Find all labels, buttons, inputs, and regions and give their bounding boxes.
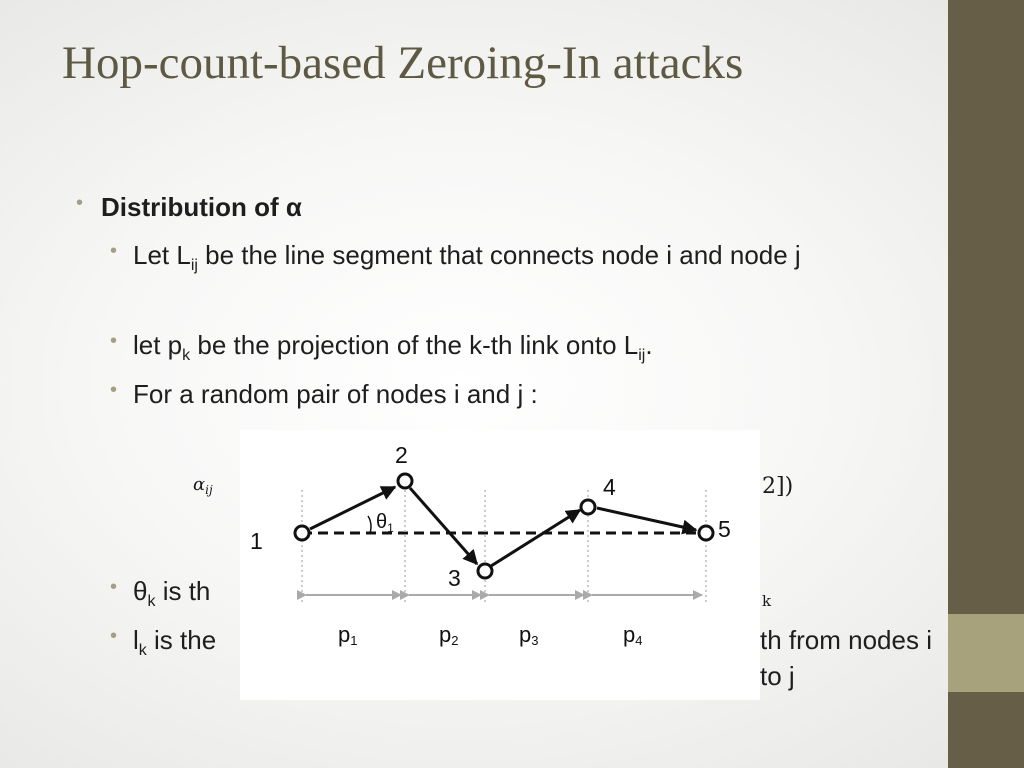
bullet-projection: let $p_k$ be the projection of the k-th link onto $L_{ij}$. <box>133 330 653 364</box>
node-label-1: 1 <box>250 528 263 554</box>
node-2 <box>398 474 412 488</box>
node-label-2: 2 <box>395 442 408 468</box>
node-5 <box>699 526 713 540</box>
node-label-5: 5 <box>718 516 731 542</box>
node-3 <box>478 564 492 578</box>
bullet-dot: • <box>110 625 118 647</box>
node-4 <box>581 500 595 514</box>
angle-arc <box>368 516 371 533</box>
projection-label-p4: p4 <box>623 622 643 648</box>
bullet-lk: $l_k$ is the <box>133 625 217 659</box>
formula-right-fragment: 2]) <box>762 474 794 499</box>
diagram-svg <box>240 430 760 700</box>
node-label-4: 4 <box>603 474 616 500</box>
bullet-line-segment: Let $L_{ij}$ be the line segment that connects node i and node j <box>133 240 801 274</box>
slide-title: Hop-count-based Zeroing-In attacks <box>62 37 744 89</box>
path-links <box>310 487 696 566</box>
formula-k-fragment: k <box>762 592 772 610</box>
projection-label-p2: p2 <box>439 622 459 648</box>
bullet-dot: • <box>110 240 118 262</box>
nodes <box>295 474 713 578</box>
bullet-random-pair: For a random pair of nodes i and j : <box>133 379 538 409</box>
bullet-theta: $\theta_k$ is th <box>133 576 211 610</box>
node-1 <box>295 526 309 540</box>
bullet-lk-tail: th from nodes i to j <box>760 625 932 691</box>
formula-alpha-fragment: $\alpha_{ij}$ <box>193 474 213 497</box>
bullet-distribution: Distribution of α <box>101 192 302 222</box>
node-label-3: 3 <box>448 565 461 591</box>
bullet-dot: • <box>110 330 118 352</box>
angle-label: $\theta_1$ <box>376 511 394 535</box>
hop-path-diagram <box>240 430 760 700</box>
bullet-dot: • <box>110 379 118 401</box>
sidebar-band-decoration <box>948 614 1024 692</box>
bullet-dot: • <box>76 192 84 214</box>
projection-label-p1: p1 <box>338 622 358 648</box>
projection-label-p3: p3 <box>519 622 539 648</box>
bullet-dot: • <box>110 576 118 598</box>
